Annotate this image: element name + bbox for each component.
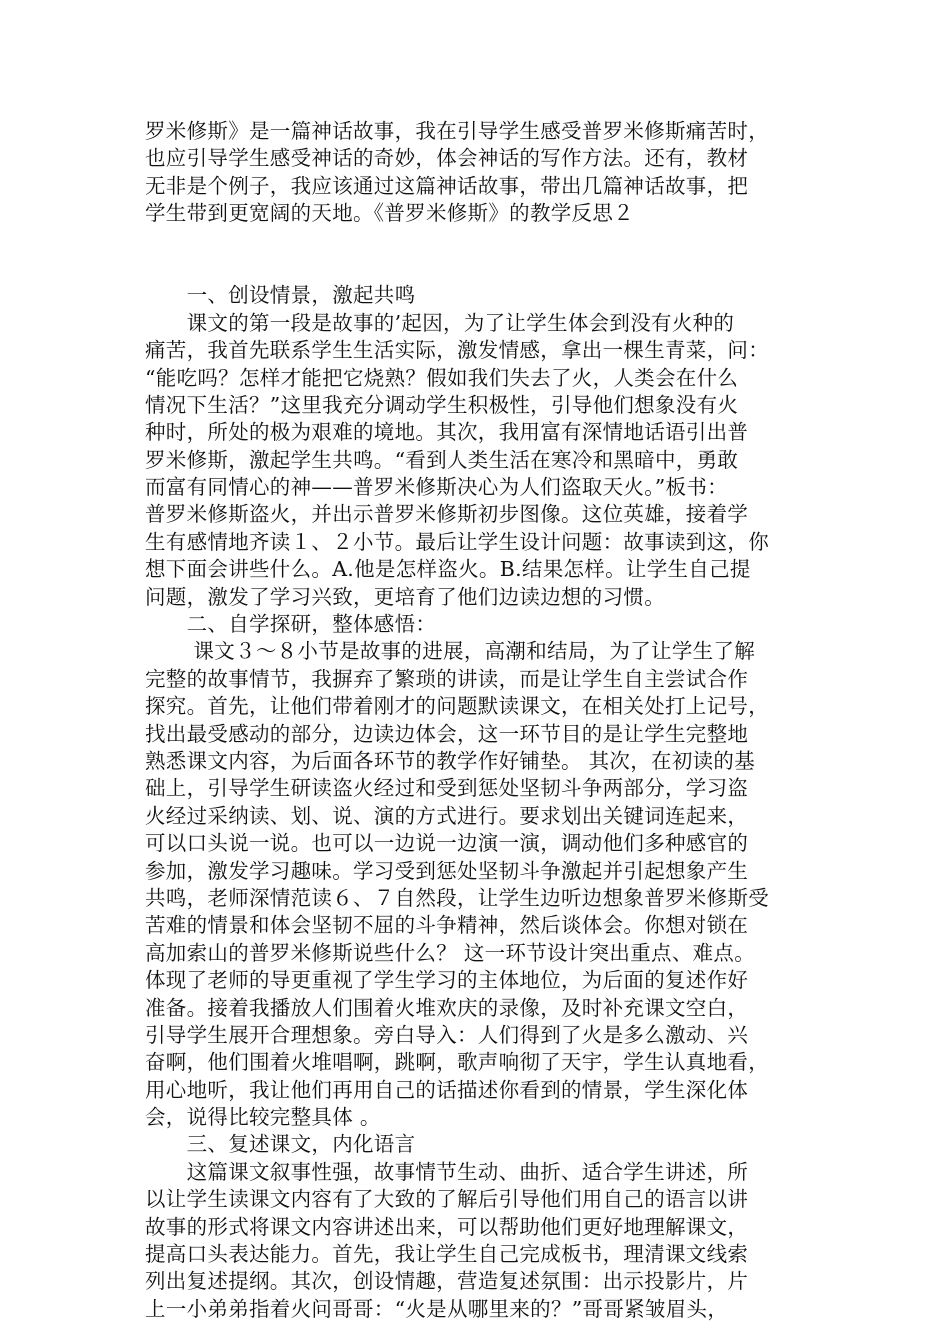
text-line: 会，说得比较完整具体 。	[145, 1105, 381, 1130]
text-line: 种时，所处的极为艰难的境地。其次，我用富有深情地话语引出普	[145, 420, 749, 445]
text-line: 础上，引导学生研读盗火经过和受到惩处坚韧斗争两部分，学习盗	[145, 776, 749, 801]
text-line: 罗米修斯，激起学生共鸣。“看到人类生活在寒冷和黑暗中，勇敢	[145, 447, 739, 472]
text-line: 而富有同情心的神——普罗米修斯决心为人们盗取天火。”板书：	[145, 475, 728, 500]
section-heading-2: 二、自学探研，整体感悟：	[145, 612, 437, 637]
text-line: 普罗米修斯盗火，并出示普罗米修斯初步图像。这位英雄，接着学	[145, 502, 749, 527]
text-line: 上一小弟弟指着火问哥哥：“火是从哪里来的？”哥哥紧皱眉头，	[145, 1296, 729, 1321]
text-line: 也应引导学生感受神话的奇妙，体会神话的写作方法。还有，教材	[145, 146, 749, 171]
text-line: “能吃吗？怎样才能把它烧熟？假如我们失去了火，人类会在什么	[145, 365, 739, 390]
text-line: 提高口头表达能力。首先，我让学生自己完成板书，理清课文线索	[145, 1242, 749, 1267]
text-line: 罗米修斯》是一篇神话故事，我在引导学生感受普罗米修斯痛苦时，	[145, 119, 769, 143]
text-line: 列出复述提纲。其次，创设情趣，营造复述氛围：出示投影片，片	[145, 1269, 749, 1294]
text-line: 故事的形式将课文内容讲述出来，可以帮助他们更好地理解课文，	[145, 1214, 749, 1239]
text-line: 参加，激发学习趣味。学习受到惩处坚韧斗争激起并引起想象产生	[145, 858, 749, 883]
blank-line	[145, 228, 815, 255]
text-line: 学生带到更宽阔的天地。《普罗米修斯》的教学反思２	[145, 201, 634, 226]
blank-line	[145, 255, 815, 282]
text-line: 痛苦，我首先联系学生生活实际，激发情感，拿出一棵生青菜，问：	[145, 338, 769, 363]
text-line: 准备。接着我播放人们围着火堆欢庆的录像，及时补充课文空白，	[145, 995, 749, 1020]
text-line: 问题，激发了学习兴致，更培育了他们边读边想的习惯。	[145, 584, 665, 609]
text-line: 熟悉课文内容，为后面各环节的教学作好铺垫。 其次，在初读的基	[145, 748, 756, 773]
text-line: 想下面会讲些什么。A.他是怎样盗火。B.结果怎样。让学生自己提	[145, 557, 751, 582]
section-heading-3: 三、复述课文，内化语言	[145, 1132, 416, 1157]
text-line: 奋啊，他们围着火堆唱啊，跳啊，歌声响彻了天宇，学生认真地看，	[145, 1050, 769, 1075]
text-line: 探究。首先，让他们带着刚才的问题默读课文，在相关处打上记号，	[145, 694, 769, 719]
text-line: 无非是个例子，我应该通过这篇神话故事，带出几篇神话故事，把	[145, 173, 749, 198]
text-line: 苦难的情景和体会坚韧不屈的斗争精神，然后谈体会。你想对锁在	[145, 913, 749, 938]
text-line: 可以口头说一说。也可以一边说一边演一演，调动他们多种感官的	[145, 831, 749, 856]
text-line: 课文的第一段是故事的’起因，为了让学生体会到没有火种的	[145, 310, 735, 335]
text-line: 找出最受感动的部分，边读边体会，这一环节目的是让学生完整地	[145, 721, 749, 746]
text-line: 这篇课文叙事性强，故事情节生动、曲折、适合学生讲述，所	[145, 1159, 749, 1184]
text-line: 完整的故事情节，我摒弃了繁琐的讲读，而是让学生自主尝试合作	[145, 666, 749, 691]
document-body	[145, 118, 815, 1323]
text-line: 高加索山的普罗米修斯说些什么？ 这一环节设计突出重点、难点。	[145, 940, 756, 965]
section-heading-1: 一、创设情景，激起共鸣	[145, 283, 416, 308]
text-line: 课文３～８小节是故事的进展，高潮和结局，为了让学生了解	[145, 639, 756, 664]
text-line: 引导学生展开合理想象。旁白导入：人们得到了火是多么激动、兴	[145, 1022, 749, 1047]
text-line: 共鸣，老师深情范读６、７自然段，让学生边听边想象普罗米修斯受	[145, 885, 769, 910]
text-line: 体现了老师的导更重视了学生学习的主体地位，为后面的复述作好	[145, 968, 749, 993]
text-line: 用心地听，我让他们再用自己的话描述你看到的情景，学生深化体	[145, 1077, 749, 1102]
text-line: 以让学生读课文内容有了大致的了解后引导他们用自己的语言以讲	[145, 1187, 749, 1212]
text-line: 生有感情地齐读１、２小节。最后让学生设计问题：故事读到这，你	[145, 529, 769, 554]
text-line: 情况下生活？”这里我充分调动学生积极性，引导他们想象没有火	[145, 392, 739, 417]
text-line: 火经过采纳读、划、说、演的方式进行。要求划出关键词连起来，	[145, 803, 749, 828]
